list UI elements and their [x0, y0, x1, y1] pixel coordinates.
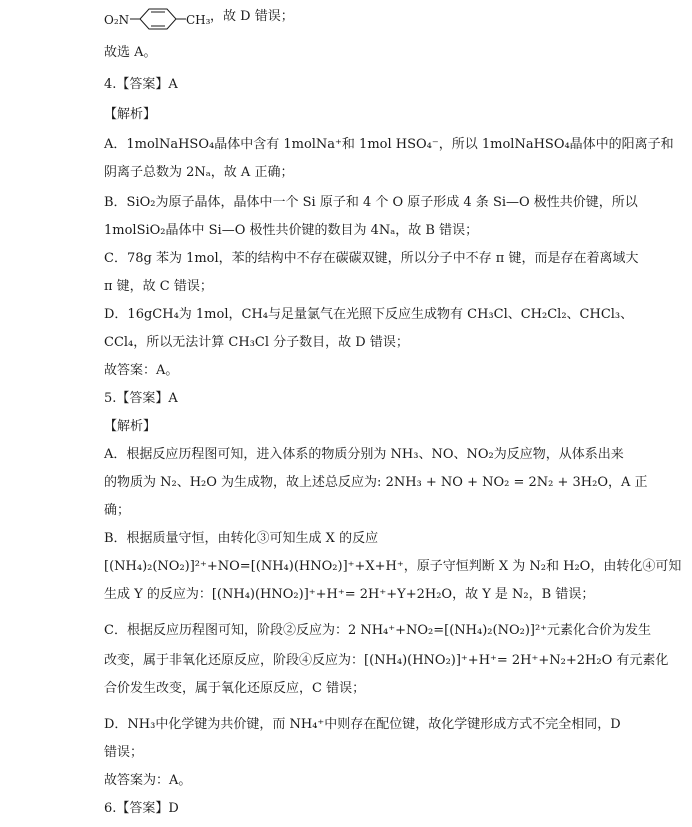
line-20: 生成 Y 的反应为：[(NH₄)(HNO₂)]⁺+H⁺= 2H⁺+Y+2H₂O，故 Y 是 N₂，B 错误；	[104, 587, 595, 602]
line-0: ，故 D 错误；	[210, 9, 294, 24]
line-9: π 键，故 C 错误；	[104, 279, 213, 294]
line-16: 的物质为 N₂、H₂O 为生成物，故上述总反应为: 2NH₃ + NO + NO₂ = 2N₂ + 3H₂O，A 正	[104, 475, 648, 490]
answer-6-heading: 6.【答案】D	[104, 801, 179, 816]
line-4: A．1molNaHSO₄晶体中含有 1molNa⁺和 1mol HSO₄⁻，所以 1molNaHSO₄晶体中的阳离子和	[104, 137, 674, 152]
nitrotoluene-structure	[104, 6, 224, 32]
line-26: 故答案为：A。	[104, 773, 192, 788]
line-22: 改变，属于非氧化还原反应，阶段④反应为：[(NH₄)(HNO₂)]⁺+H⁺= 2H⁺+N₂+2H₂O 有元素化	[104, 653, 669, 668]
line-21: C．根据反应历程图可知，阶段②反应为：2 NH₄⁺+NO₂=[(NH₄)₂(NO₂)]²⁺元素化合价为发生	[104, 623, 652, 638]
line-15: A．根据反应历程图可知，进入体系的物质分别为 NH₃、NO、NO₂为反应物，从体系出来	[104, 447, 624, 462]
line-18: B．根据质量守恒，由转化③可知生成 X 的反应	[104, 531, 379, 546]
answer-4-heading: 4.【答案】A	[104, 77, 178, 92]
analysis-heading-4: 【解析】	[104, 107, 157, 122]
line-17: 确；	[104, 503, 131, 518]
line-5: 阴离子总数为 2Nₐ，故 A 正确；	[104, 165, 294, 180]
line-10: D．16gCH₄为 1mol，CH₄与足量氯气在光照下反应生成物有 CH₃Cl、CH₂Cl₂、CHCl₃、	[104, 307, 634, 322]
line-24: D．NH₃中化学键为共价键，而 NH₄⁺中则存在配位键，故化学键形成方式不完全相同，D	[104, 717, 621, 732]
line-23: 合价发生改变，属于氧化还原反应，C 错误；	[104, 681, 366, 696]
analysis-heading-5: 【解析】	[104, 419, 157, 434]
line-1: 故选 A。	[104, 45, 157, 60]
line-12: 故答案：A。	[104, 363, 179, 378]
line-7: 1molSiO₂晶体中 Si—O 极性共价键的数目为 4Nₐ，故 B 错误；	[104, 223, 479, 238]
line-11: CCl₄，所以无法计算 CH₃Cl 分子数目，故 D 错误；	[104, 335, 409, 350]
line-19: [(NH₄)₂(NO₂)]²⁺+NO=[(NH₄)(HNO₂)]⁺+X+H⁺，原子守恒判断 X 为 N₂和 H₂O，由转化④可知	[104, 559, 682, 574]
left-group-label: O₂N	[104, 13, 130, 27]
line-8: C．78g 苯为 1mol，苯的结构中不存在碳碳双键，所以分子中不存 π 键，而是存在着离域大	[104, 251, 639, 266]
line-6: B．SiO₂为原子晶体，晶体中一个 Si 原子和 4 个 O 原子形成 4 条 Si—O 极性共价键，所以	[104, 195, 638, 210]
answer-5-heading: 5.【答案】A	[104, 391, 178, 406]
line-25: 错误；	[104, 745, 144, 760]
right-group-label: CH₃	[186, 13, 211, 27]
